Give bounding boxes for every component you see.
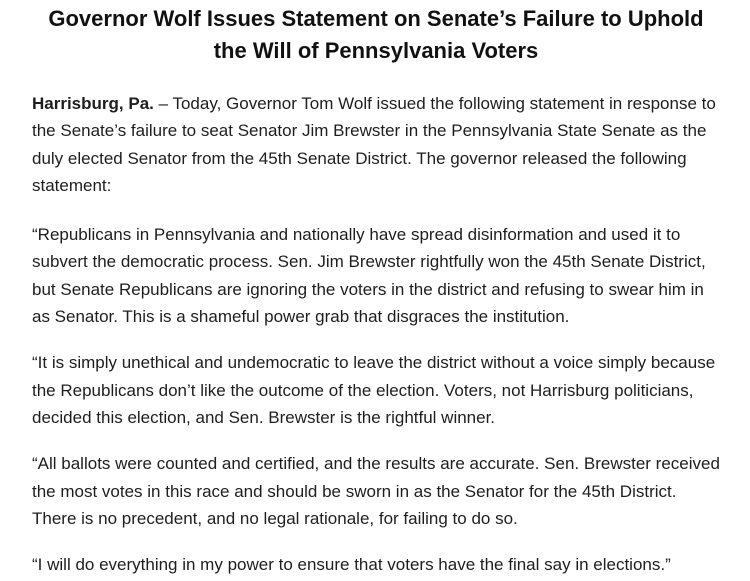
- intro-text: – Today, Governor Tom Wolf issued the following statement in response to the Senate’s failure to seat Senator Jim Brewster in the Pennsylvania State Senate as the duly elected Senator from the 45th Senate District. The governor released the following statement:: [32, 94, 716, 195]
- quote-paragraph-2: “It is simply unethical and undemocratic to leave the district without a voice simply because the Republicans don’t like the outcome of the election. Voters, not Harrisburg politicians, decided this election, and Sen. Brewster is the rightful winner.: [32, 353, 716, 427]
- quote-paragraph-3: “All ballots were counted and certified, and the results are accurate. Sen. Brewster received the most votes in this race and should be sworn in as the Senator for the 45th District. There is no precedent, and no legal rationale, for failing to do so.: [32, 454, 720, 528]
- quote-paragraph-1: “Republicans in Pennsylvania and nationally have spread disinformation and used it to subvert the democratic process. Sen. Jim Brewster rightfully won the 45th Senate District, but Senate Republicans are ignoring the voters in the district and refusing to swear him in as Senator. This is a shameful power grab that disgraces the institution.: [32, 225, 706, 327]
- quote-paragraph-4: “I will do everything in my power to ensure that voters have the final say in elections.”: [32, 555, 671, 575]
- dateline: Harrisburg, Pa.: [32, 94, 154, 113]
- release-title: Governor Wolf Issues Statement on Senate’s Failure to Uphold the Will of Pennsylvania Voters: [48, 6, 704, 63]
- intro-paragraph: [32, 90, 720, 199]
